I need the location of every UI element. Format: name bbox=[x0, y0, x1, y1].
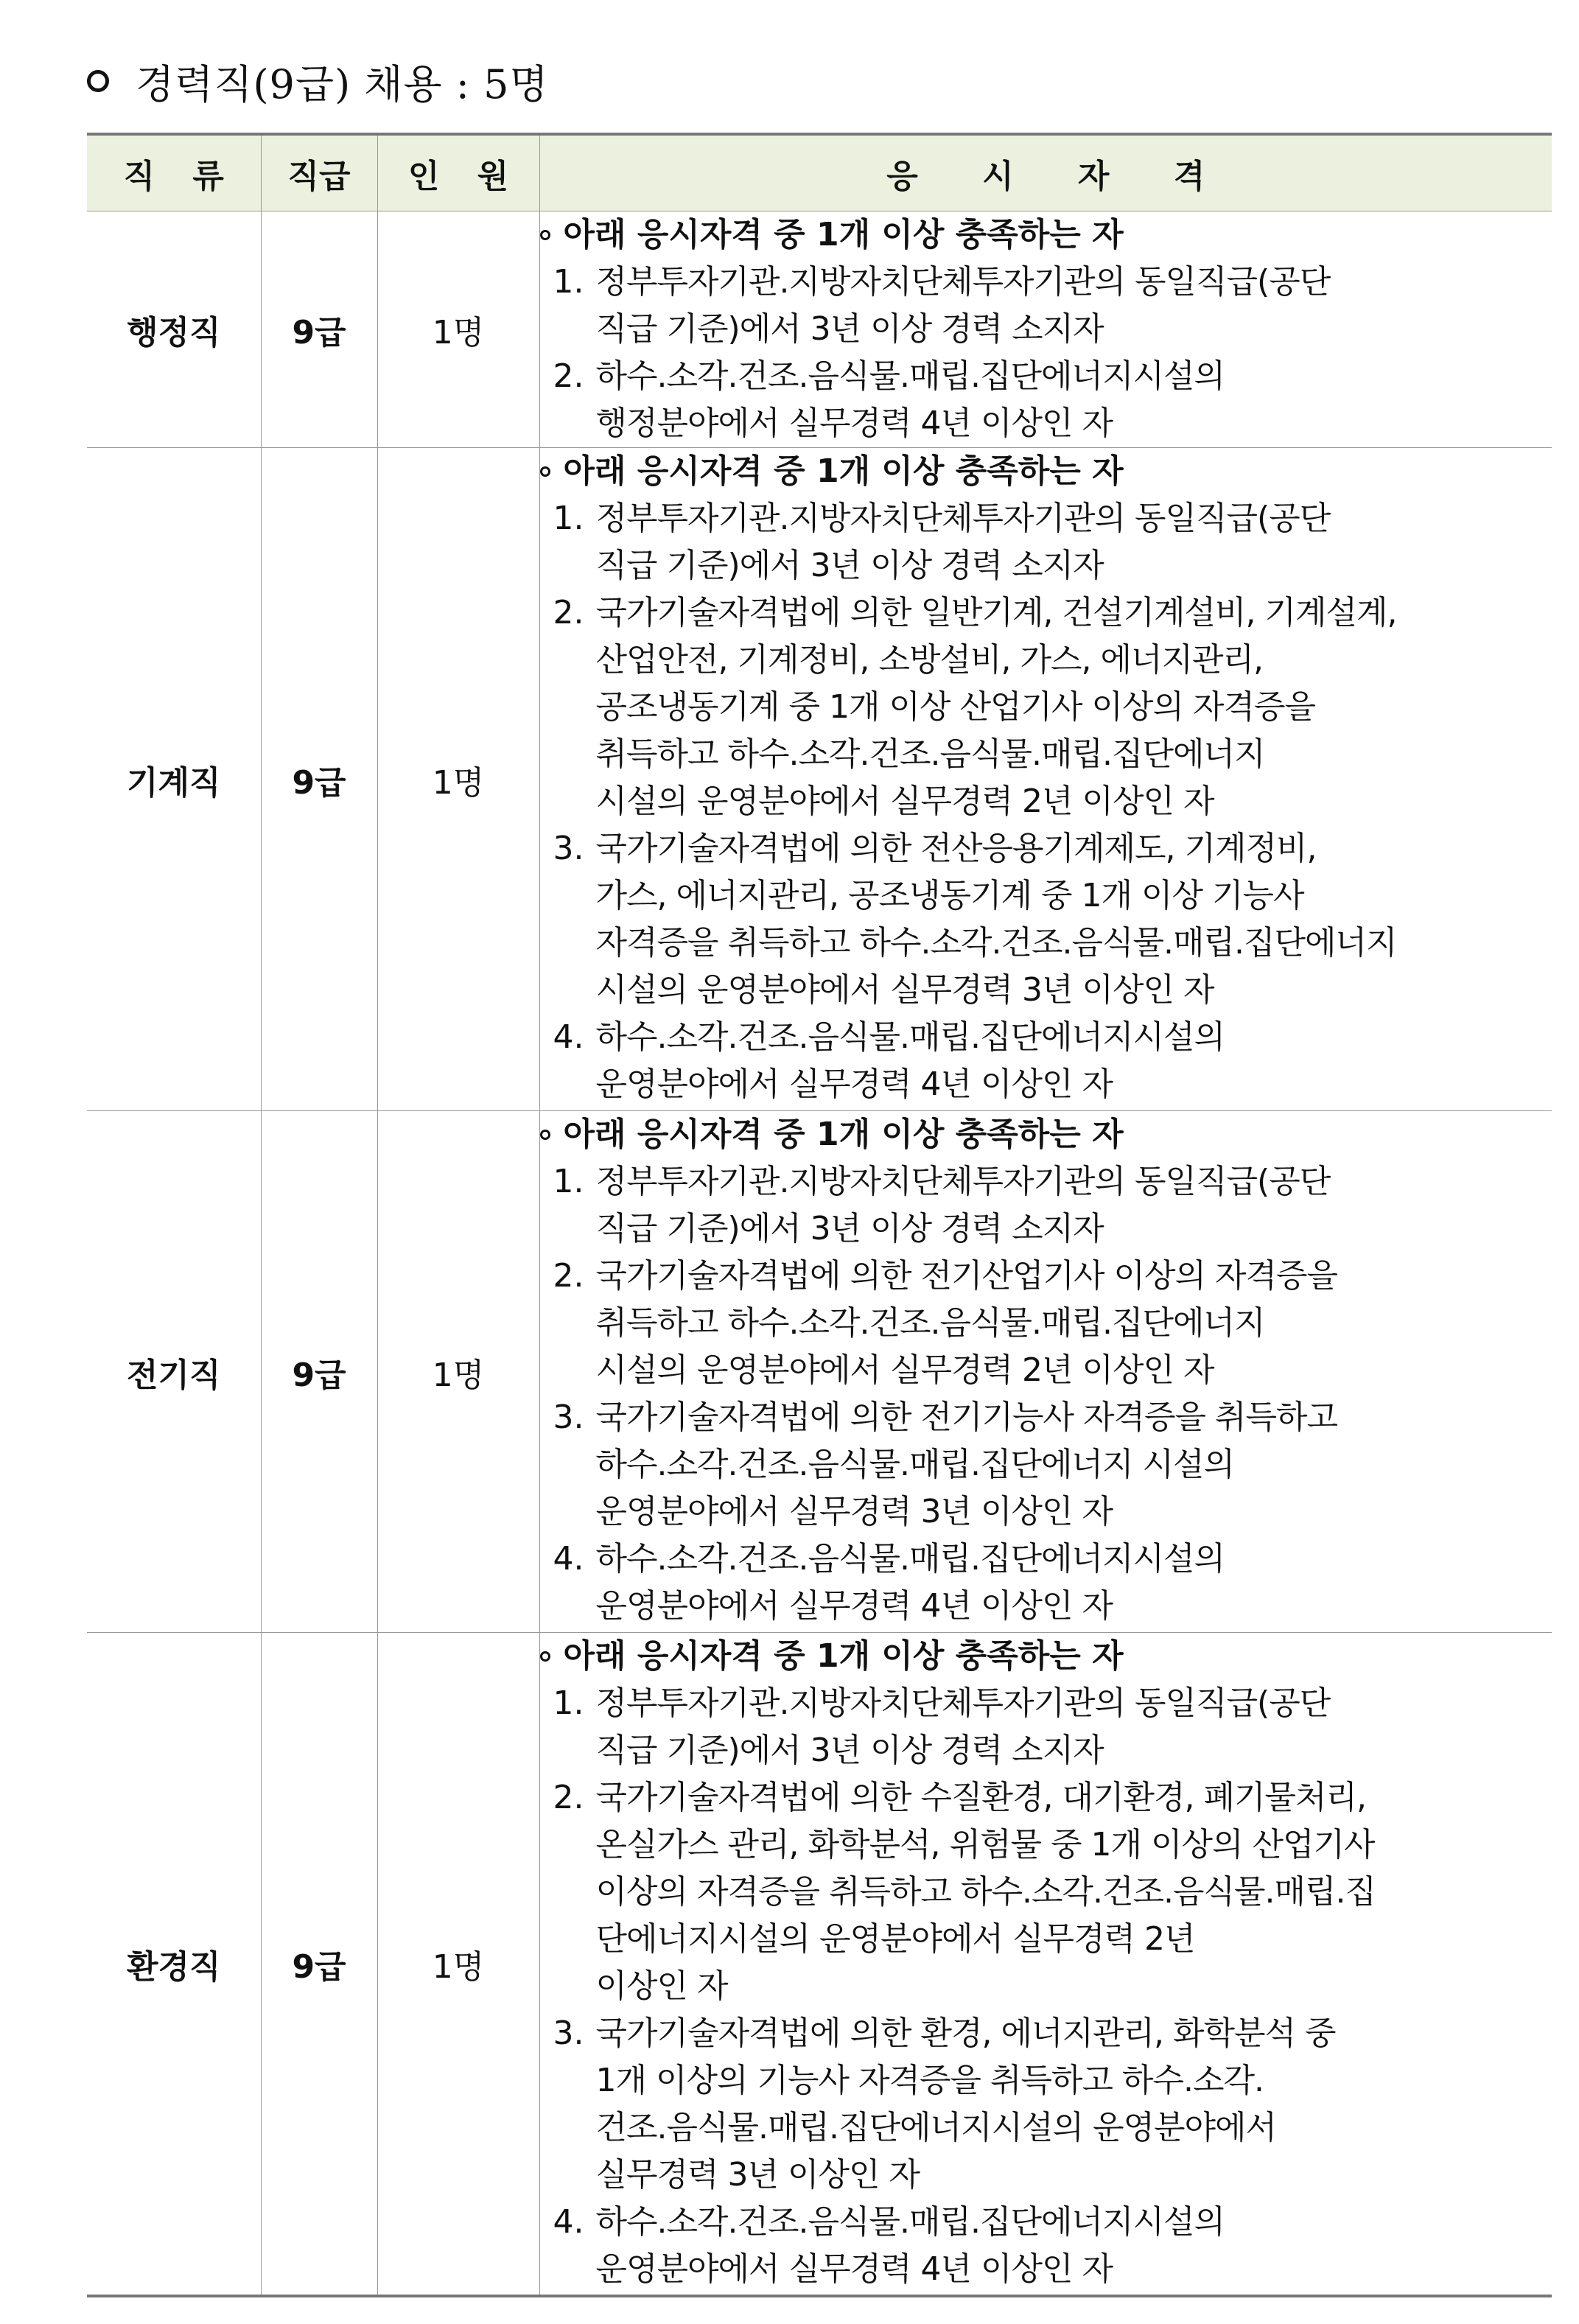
header-count: 인 원 bbox=[377, 134, 539, 211]
job-cell: 전기직 bbox=[87, 1111, 261, 1633]
qualification-item-line: 가스, 에너지관리, 공조냉동기계 중 1개 이상 기능사 bbox=[595, 877, 1304, 914]
table-row bbox=[87, 1633, 1552, 2296]
qualification-item-line: 운영분야에서 실무경력 4년 이상인 자 bbox=[595, 2250, 1113, 2288]
qualification-item-number: 2. bbox=[553, 1779, 584, 1816]
qualification-item-line: 취득하고 하수.소각.건조.음식물.매립.집단에너지 bbox=[595, 735, 1265, 773]
ring-icon bbox=[87, 70, 109, 92]
qualification-item-text bbox=[584, 495, 1331, 589]
qualification-item-line: 이상의 자격증을 취득하고 하수.소각.건조.음식물.매립.집 bbox=[595, 1873, 1376, 1911]
qualification-item-text bbox=[584, 2010, 1336, 2199]
grade-cell: 9급 bbox=[261, 1633, 377, 2296]
table-header-row bbox=[87, 134, 1552, 211]
qualification-item-number: 1. bbox=[553, 1684, 584, 1722]
table-row bbox=[87, 1111, 1552, 1633]
qualification-item-text bbox=[584, 2199, 1225, 2293]
page-title bbox=[87, 44, 549, 118]
qualification-lead-text: 아래 응시자격 중 1개 이상 충족하는 자 bbox=[563, 1116, 1124, 1153]
qualification-item bbox=[540, 259, 1552, 353]
qualification-lead bbox=[540, 448, 1552, 495]
qualification-item-number: 4. bbox=[553, 2203, 584, 2241]
qualification-item-line: 국가기술자격법에 의한 수질환경, 대기환경, 폐기물처리, bbox=[595, 1779, 1366, 1816]
qualification-item-line: 온실가스 관리, 화학분석, 위험물 중 1개 이상의 산업기사 bbox=[595, 1826, 1375, 1863]
qualification-item bbox=[540, 589, 1552, 825]
header-qualification: 응 시 자 격 bbox=[539, 134, 1552, 211]
header-job: 직 류 bbox=[87, 134, 261, 211]
qualification-cell bbox=[539, 211, 1552, 448]
qualification-item-number: 4. bbox=[553, 1018, 584, 1056]
qualification-item-line: 공조냉동기계 중 1개 이상 산업기사 이상의 자격증을 bbox=[595, 688, 1315, 726]
small-ring-icon bbox=[540, 1651, 550, 1662]
qualification-item-line: 정부투자기관.지방자치단체투자기관의 동일직급(공단 bbox=[595, 263, 1331, 301]
qualification-item-text bbox=[584, 1253, 1338, 1394]
small-ring-icon bbox=[540, 230, 550, 240]
count-cell: 1명 bbox=[377, 448, 539, 1111]
grade-cell: 9급 bbox=[261, 1111, 377, 1633]
job-cell: 기계직 bbox=[87, 448, 261, 1111]
qualification-item-number: 1. bbox=[553, 500, 584, 537]
qualification-item-line: 단에너지시설의 운영분야에서 실무경력 2년 bbox=[595, 1920, 1195, 1958]
recruitment-table bbox=[87, 133, 1552, 2297]
qualification-lead-text: 아래 응시자격 중 1개 이상 충족하는 자 bbox=[563, 452, 1124, 490]
table-row bbox=[87, 211, 1552, 448]
small-ring-icon bbox=[540, 466, 550, 477]
qualification-lead bbox=[540, 1633, 1552, 1680]
qualification-item-line: 직급 기준)에서 3년 이상 경력 소지자 bbox=[595, 1732, 1104, 1769]
qualification-item-line: 하수.소각.건조.음식물.매립.집단에너지 시설의 bbox=[595, 1446, 1234, 1483]
qualification-item-line: 하수.소각.건조.음식물.매립.집단에너지시설의 bbox=[595, 357, 1225, 395]
count-cell: 1명 bbox=[377, 211, 539, 448]
qualification-item-text bbox=[584, 1536, 1225, 1630]
qualification-lead bbox=[540, 211, 1552, 259]
qualification-item bbox=[540, 2199, 1552, 2293]
count-cell: 1명 bbox=[377, 1633, 539, 2296]
recruitment-table-wrapper bbox=[87, 133, 1552, 2297]
qualification-item-line: 직급 기준)에서 3년 이상 경력 소지자 bbox=[595, 1210, 1104, 1247]
qualification-lead-text: 아래 응시자격 중 1개 이상 충족하는 자 bbox=[563, 1637, 1124, 1675]
page-title-text: 경력직(9급) 채용 : 5명 bbox=[136, 60, 549, 108]
qualification-item-number: 2. bbox=[553, 357, 584, 395]
qualification-item-line: 시설의 운영분야에서 실무경력 3년 이상인 자 bbox=[595, 971, 1214, 1009]
qualification-item-line: 자격증을 취득하고 하수.소각.건조.음식물.매립.집단에너지 bbox=[595, 924, 1397, 962]
qualification-item bbox=[540, 2010, 1552, 2199]
qualification-item-line: 실무경력 3년 이상인 자 bbox=[595, 2156, 920, 2194]
qualification-item bbox=[540, 1774, 1552, 2010]
table-row bbox=[87, 448, 1552, 1111]
qualification-item-line: 국가기술자격법에 의한 전기기능사 자격증을 취득하고 bbox=[595, 1399, 1338, 1436]
qualification-item-text bbox=[584, 589, 1397, 825]
count-cell: 1명 bbox=[377, 1111, 539, 1633]
qualification-item-line: 이상인 자 bbox=[595, 1967, 728, 2005]
qualification-item bbox=[540, 1680, 1552, 1774]
qualification-item-number: 1. bbox=[553, 1163, 584, 1200]
qualification-item-text bbox=[584, 353, 1225, 447]
qualification-item-text bbox=[584, 1680, 1331, 1774]
qualification-item-text bbox=[584, 259, 1331, 353]
grade-cell: 9급 bbox=[261, 448, 377, 1111]
job-cell: 행정직 bbox=[87, 211, 261, 448]
qualification-item-number: 3. bbox=[553, 2015, 584, 2052]
header-grade: 직급 bbox=[261, 134, 377, 211]
job-cell: 환경직 bbox=[87, 1633, 261, 2296]
qualification-item bbox=[540, 1536, 1552, 1630]
qualification-item-number: 4. bbox=[553, 1540, 584, 1578]
qualification-item-number: 1. bbox=[553, 263, 584, 301]
qualification-item-line: 직급 기준)에서 3년 이상 경력 소지자 bbox=[595, 310, 1104, 348]
qualification-item-line: 시설의 운영분야에서 실무경력 2년 이상인 자 bbox=[595, 1351, 1214, 1389]
qualification-item-text bbox=[584, 1394, 1338, 1536]
qualification-item bbox=[540, 1253, 1552, 1394]
qualification-item-number: 3. bbox=[553, 830, 584, 867]
grade-cell: 9급 bbox=[261, 211, 377, 448]
qualification-item bbox=[540, 1014, 1552, 1108]
qualification-cell bbox=[539, 1111, 1552, 1633]
qualification-item-line: 운영분야에서 실무경력 3년 이상인 자 bbox=[595, 1493, 1113, 1530]
qualification-item bbox=[540, 353, 1552, 447]
qualification-item bbox=[540, 1394, 1552, 1536]
qualification-item-line: 운영분야에서 실무경력 4년 이상인 자 bbox=[595, 1065, 1113, 1103]
qualification-item-text bbox=[584, 1158, 1331, 1253]
qualification-item-line: 행정분야에서 실무경력 4년 이상인 자 bbox=[595, 405, 1113, 442]
qualification-item-number: 3. bbox=[553, 1399, 584, 1436]
qualification-item-text bbox=[584, 825, 1397, 1014]
qualification-item bbox=[540, 495, 1552, 589]
small-ring-icon bbox=[540, 1130, 550, 1140]
qualification-item-text bbox=[584, 1014, 1225, 1108]
qualification-item-line: 국가기술자격법에 의한 전기산업기사 이상의 자격증을 bbox=[595, 1257, 1338, 1295]
qualification-item-line: 취득하고 하수.소각.건조.음식물.매립.집단에너지 bbox=[595, 1304, 1265, 1342]
qualification-item-number: 2. bbox=[553, 594, 584, 631]
qualification-cell bbox=[539, 448, 1552, 1111]
qualification-lead bbox=[540, 1111, 1552, 1158]
qualification-item-line: 1개 이상의 기능사 자격증을 취득하고 하수.소각. bbox=[595, 2062, 1264, 2099]
qualification-item-line: 하수.소각.건조.음식물.매립.집단에너지시설의 bbox=[595, 2203, 1225, 2241]
qualification-item-line: 국가기술자격법에 의한 일반기계, 건설기계설비, 기계설계, bbox=[595, 594, 1397, 631]
qualification-item-text bbox=[584, 1774, 1376, 2010]
qualification-lead-text: 아래 응시자격 중 1개 이상 충족하는 자 bbox=[563, 216, 1124, 253]
qualification-cell bbox=[539, 1633, 1552, 2296]
qualification-item-number: 2. bbox=[553, 1257, 584, 1295]
qualification-item-line: 정부투자기관.지방자치단체투자기관의 동일직급(공단 bbox=[595, 500, 1331, 537]
qualification-item-line: 운영분야에서 실무경력 4년 이상인 자 bbox=[595, 1587, 1113, 1625]
qualification-item bbox=[540, 825, 1552, 1014]
qualification-item-line: 하수.소각.건조.음식물.매립.집단에너지시설의 bbox=[595, 1018, 1225, 1056]
qualification-item-line: 산업안전, 기계정비, 소방설비, 가스, 에너지관리, bbox=[595, 641, 1263, 679]
qualification-item-line: 국가기술자격법에 의한 환경, 에너지관리, 화학분석 중 bbox=[595, 2015, 1336, 2052]
qualification-item bbox=[540, 1158, 1552, 1253]
qualification-item-line: 직급 기준)에서 3년 이상 경력 소지자 bbox=[595, 547, 1104, 584]
qualification-item-line: 건조.음식물.매립.집단에너지시설의 운영분야에서 bbox=[595, 2109, 1277, 2146]
qualification-item-line: 정부투자기관.지방자치단체투자기관의 동일직급(공단 bbox=[595, 1163, 1331, 1200]
qualification-item-line: 정부투자기관.지방자치단체투자기관의 동일직급(공단 bbox=[595, 1684, 1331, 1722]
qualification-item-line: 하수.소각.건조.음식물.매립.집단에너지시설의 bbox=[595, 1540, 1225, 1578]
qualification-item-line: 국가기술자격법에 의한 전산응용기계제도, 기계정비, bbox=[595, 830, 1317, 867]
qualification-item-line: 시설의 운영분야에서 실무경력 2년 이상인 자 bbox=[595, 783, 1214, 820]
